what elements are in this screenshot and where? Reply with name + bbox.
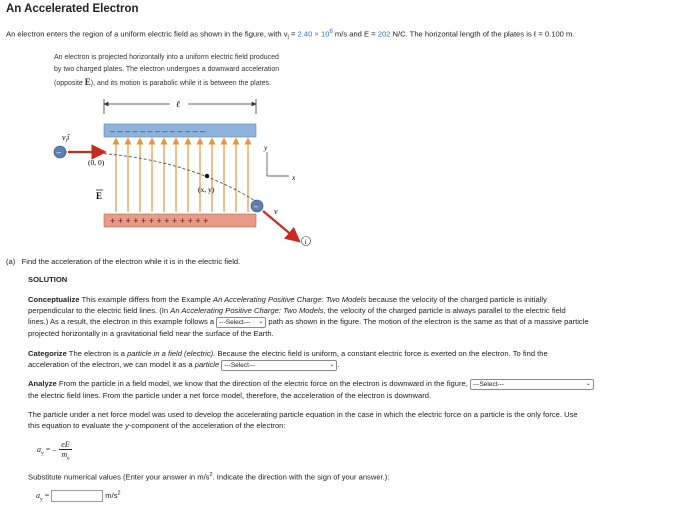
velocity-value: 2.40 × 10: [297, 29, 330, 39]
ell-label: ℓ: [176, 99, 180, 109]
answer-input[interactable]: [51, 490, 103, 502]
figure-caption: An electron is projected horizontally into a uniform electric field produced by two charged plates. The electron undergoes a downward acceleration (opposite E), and its motion is parabolic while it is between the plates.: [54, 54, 280, 87]
path-select[interactable]: ---Select--- ⌄: [216, 317, 266, 328]
answer-unit: $m/s^2$: [105, 490, 121, 500]
acceleration-equation: $a_y$ = – eE $m_e$: [37, 440, 70, 462]
substitute-instruction: Substitute numerical values (Enter your answer in $m/s^2$. Indicate the direction with the sign of your answer.):: [28, 472, 390, 482]
point-label: (x, y): [198, 185, 215, 194]
equation-paragraph: The particle under a net force model was used to develop the accelerating particle equation in the case in which the electric force on a particle is the only force. Use this equation to evaluate the y-component of the acceleration of the electron:: [28, 410, 578, 430]
analyze-paragraph: Analyze From the particle in a field model, we know that the direction of the electric force on the electron is downward in the figure, ---Select--- ⌄ the electric field lines. From the particle under a net force model, therefore, the acceleration of the electron is downward.: [28, 378, 696, 401]
model-select[interactable]: ---Select--- ⌄: [221, 360, 337, 371]
origin-label: (0, 0): [88, 158, 105, 167]
minus-signs: – – – – – – – – – – – – –: [110, 126, 206, 136]
y-axis-label: y: [264, 143, 268, 152]
electric-field-figure: [50, 94, 320, 254]
vi-label: $v_iî$: [62, 133, 70, 144]
answer-row: $a_y = m/s^2$: [36, 490, 121, 503]
path-point: [205, 174, 209, 178]
direction-select[interactable]: ---Select--- ⌄: [470, 379, 594, 390]
chevron-down-icon: ⌄: [329, 361, 335, 368]
e-field-label: E: [96, 191, 103, 201]
field-value: 202: [377, 29, 391, 39]
conceptualize-paragraph: Conceptualize This example differs from the Example An Accelerating Positive Charge: Two Models because the velocity of the charged particle is initially perpendicular to the electric field lines. (In An Accelerating Positive Charge: Two Models, the velocity of the charged particle is always parallel to the electric field lines.) As a result, the electron in this example follows a ---Select--- ⌄ path as shown in the figure. The motion of the electron is the same as that of a massive particle projected horizontally in a gravitational field near the surface of the Earth.: [28, 295, 589, 338]
svg-text:–: –: [253, 202, 258, 211]
chevron-down-icon: ⌄: [585, 380, 591, 387]
field-lines: [116, 141, 248, 212]
chevron-down-icon: ⌄: [258, 318, 264, 325]
solution-heading: SOLUTION: [28, 275, 68, 284]
problem-intro: An electron enters the region of a uniform electric field as shown in the figure, with $v_i = 2.40 \times 10^6$ m/s and E = 202 N/C. The horizontal length of the plates is ℓ = 0.100 m.: [6, 29, 575, 42]
categorize-paragraph: Categorize The electron is a particle in a field (electric). Because the electric field is uniform, a constant electric force is exerted on the electron. To find the acceleration of the electron, we can model it as a particle ---Select--- ⌄ .: [28, 349, 548, 369]
info-icon[interactable]: [302, 237, 311, 247]
v-label: v: [274, 207, 278, 216]
svg-text:–: –: [56, 148, 61, 157]
plus-signs: + + + + + + + + + + + + +: [110, 216, 209, 226]
x-axis-label: x: [292, 173, 296, 182]
page-title: An Accelerated Electron: [6, 3, 139, 15]
svg-text:i: i: [304, 238, 307, 246]
part-a-question: (a) Find the acceleration of the electron while it is in the electric field.: [6, 257, 241, 266]
